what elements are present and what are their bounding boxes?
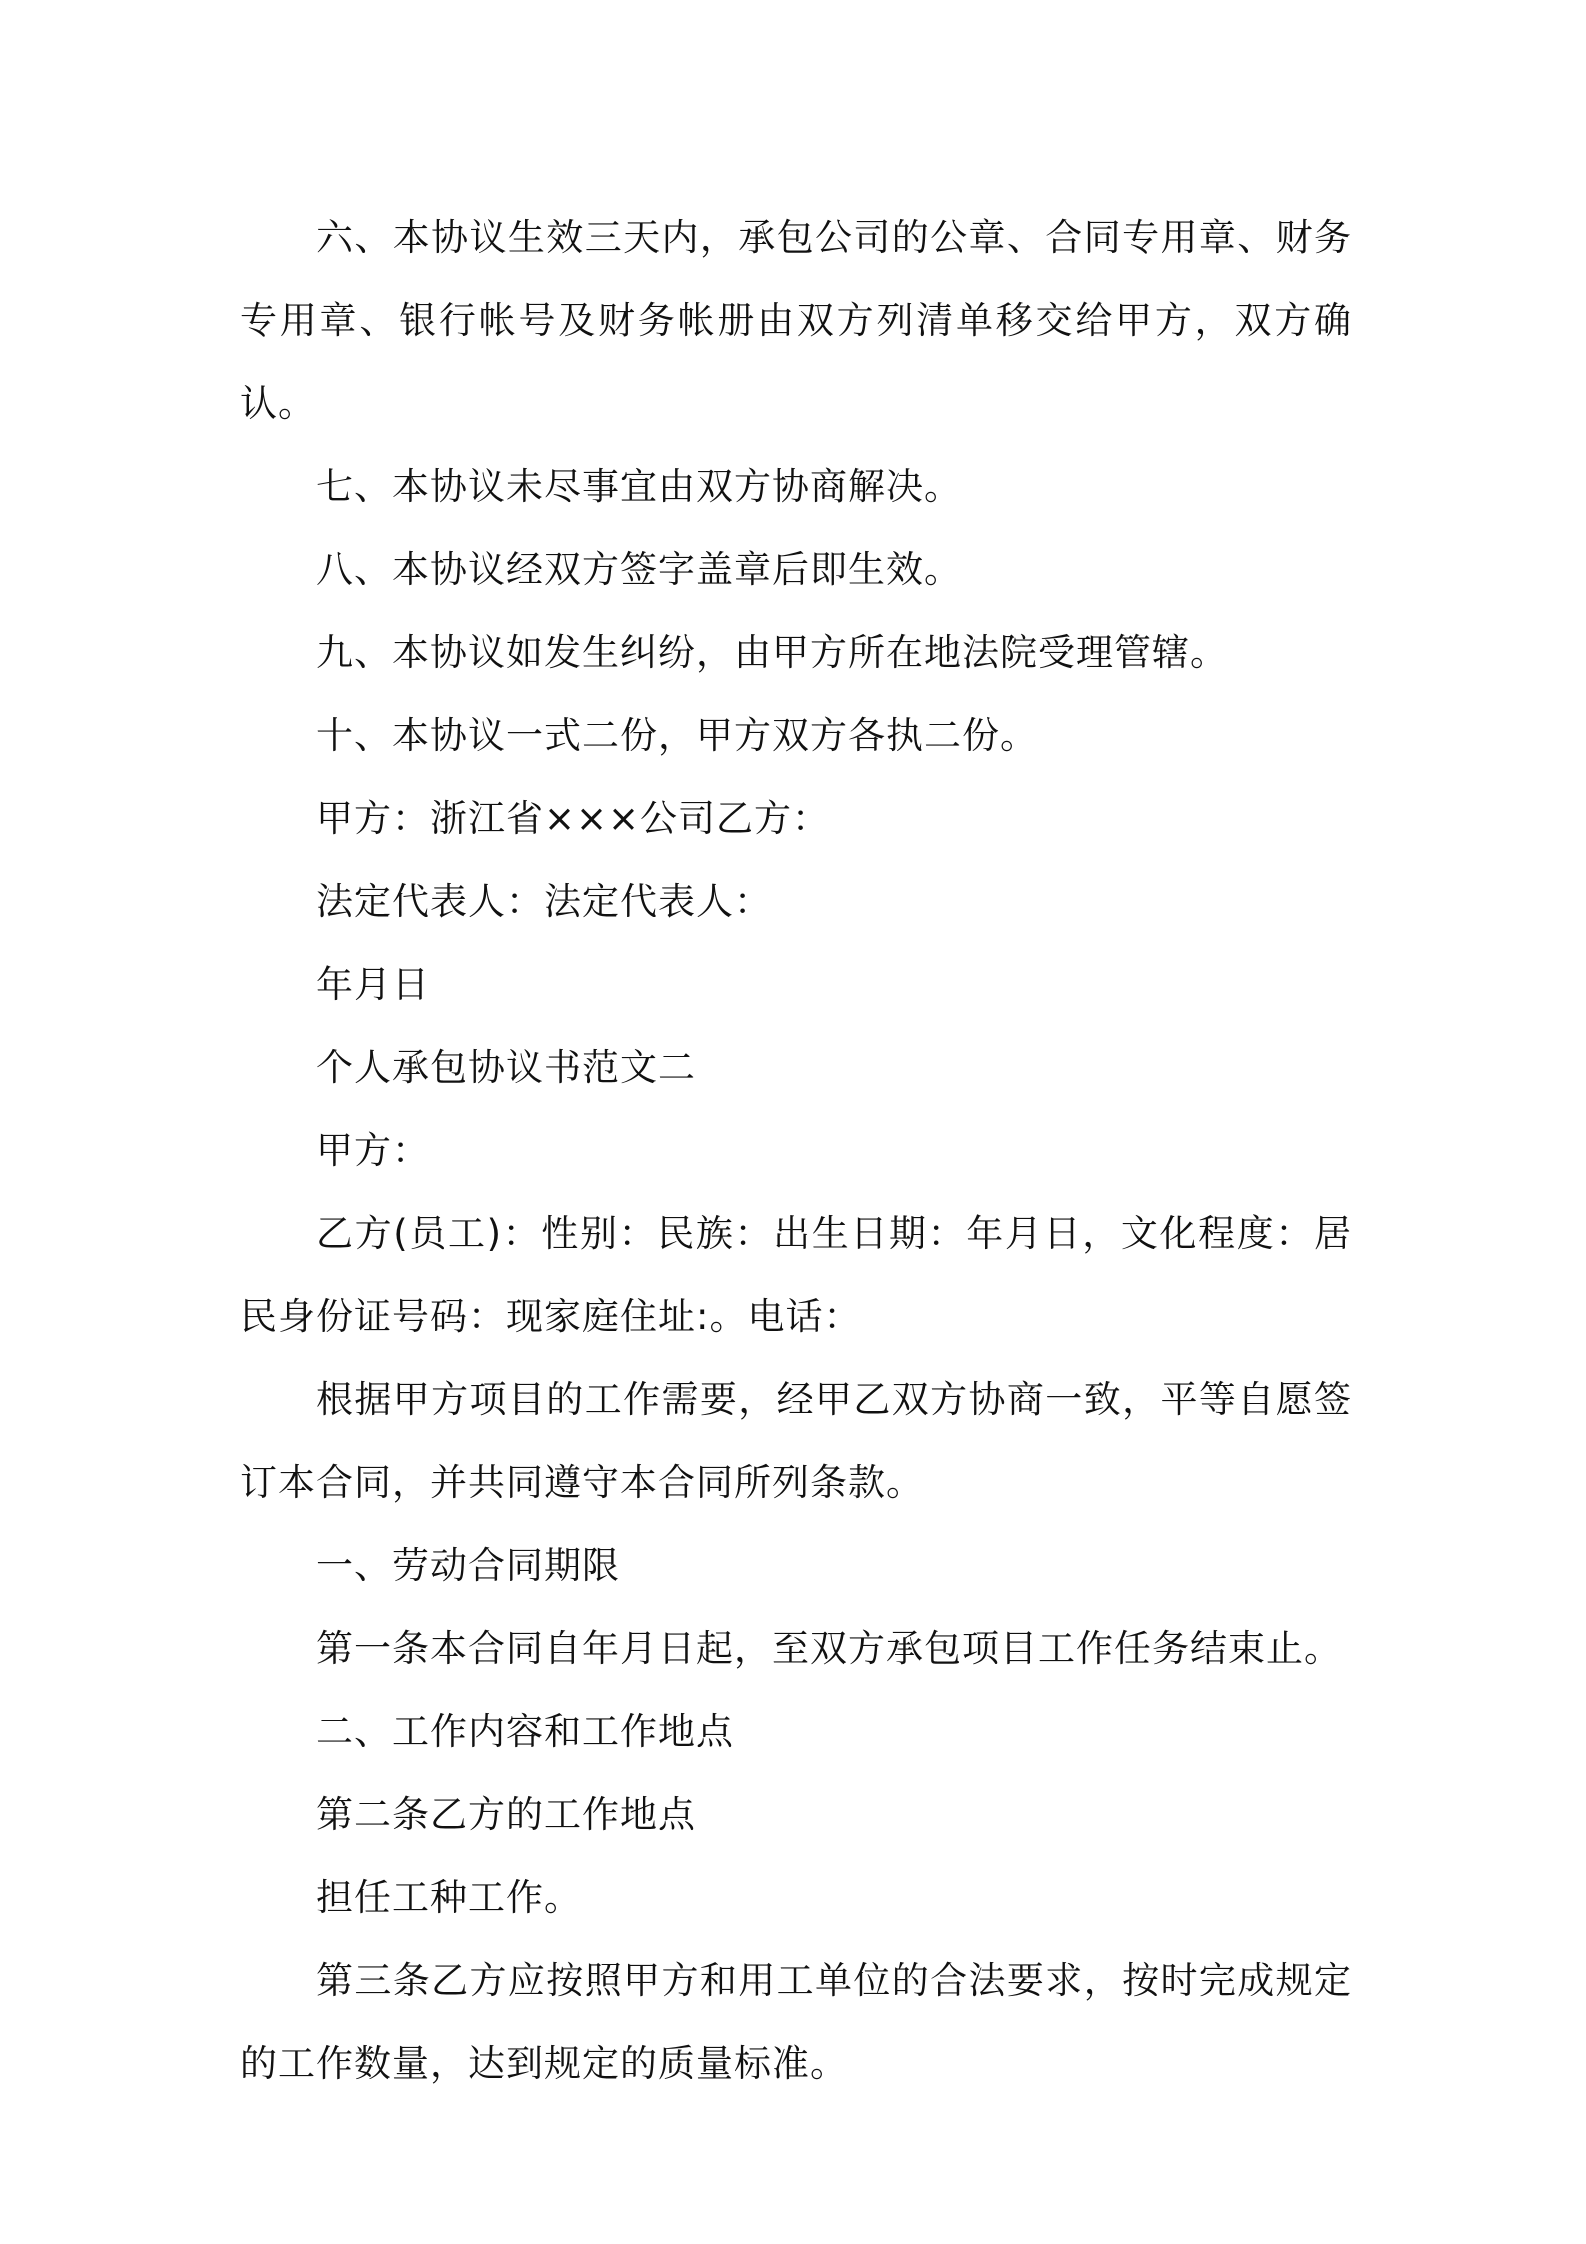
agreement-intro: 根据甲方项目的工作需要，经甲乙双方协商一致，平等自愿签订本合同，并共同遵守本合同所列条款。 (240, 1378, 1352, 1504)
party-a-line: 甲方： (316, 1129, 430, 1172)
document-body (240, 196, 1352, 2105)
party-line: 甲方：浙江省×××公司乙方： (316, 797, 831, 840)
section-title: 个人承包协议书范文二 (316, 1046, 696, 1089)
job-type-line: 担任工种工作。 (316, 1876, 582, 1919)
date-line: 年月日 (316, 963, 430, 1006)
article-three: 第三条乙方应按照甲方和用工单位的合法要求，按时完成规定的工作数量，达到规定的质量标准。 (240, 1959, 1352, 2085)
clause-six: 六、本协议生效三天内，承包公司的公章、合同专用章、财务专用章、银行帐号及财务帐册由双方列清单移交给甲方，双方确认。 (240, 216, 1352, 425)
work-content-heading: 二、工作内容和工作地点 (316, 1710, 734, 1753)
clause-seven: 七、本协议未尽事宜由双方协商解决。 (316, 465, 962, 508)
legal-representative-line: 法定代表人：法定代表人： (316, 880, 772, 923)
party-b-info: 乙方(员工)：性别：民族：出生日期：年月日，文化程度：居民身份证号码：现家庭住址:。电话： (240, 1212, 1352, 1338)
article-two: 第二条乙方的工作地点 (316, 1793, 696, 1836)
article-one: 第一条本合同自年月日起，至双方承包项目工作任务结束止。 (316, 1627, 1342, 1670)
contract-term-heading: 一、劳动合同期限 (316, 1544, 620, 1587)
clause-nine: 九、本协议如发生纠纷，由甲方所在地法院受理管辖。 (316, 631, 1228, 674)
clause-ten: 十、本协议一式二份，甲方双方各执二份。 (316, 714, 1038, 757)
clause-eight: 八、本协议经双方签字盖章后即生效。 (316, 548, 962, 591)
